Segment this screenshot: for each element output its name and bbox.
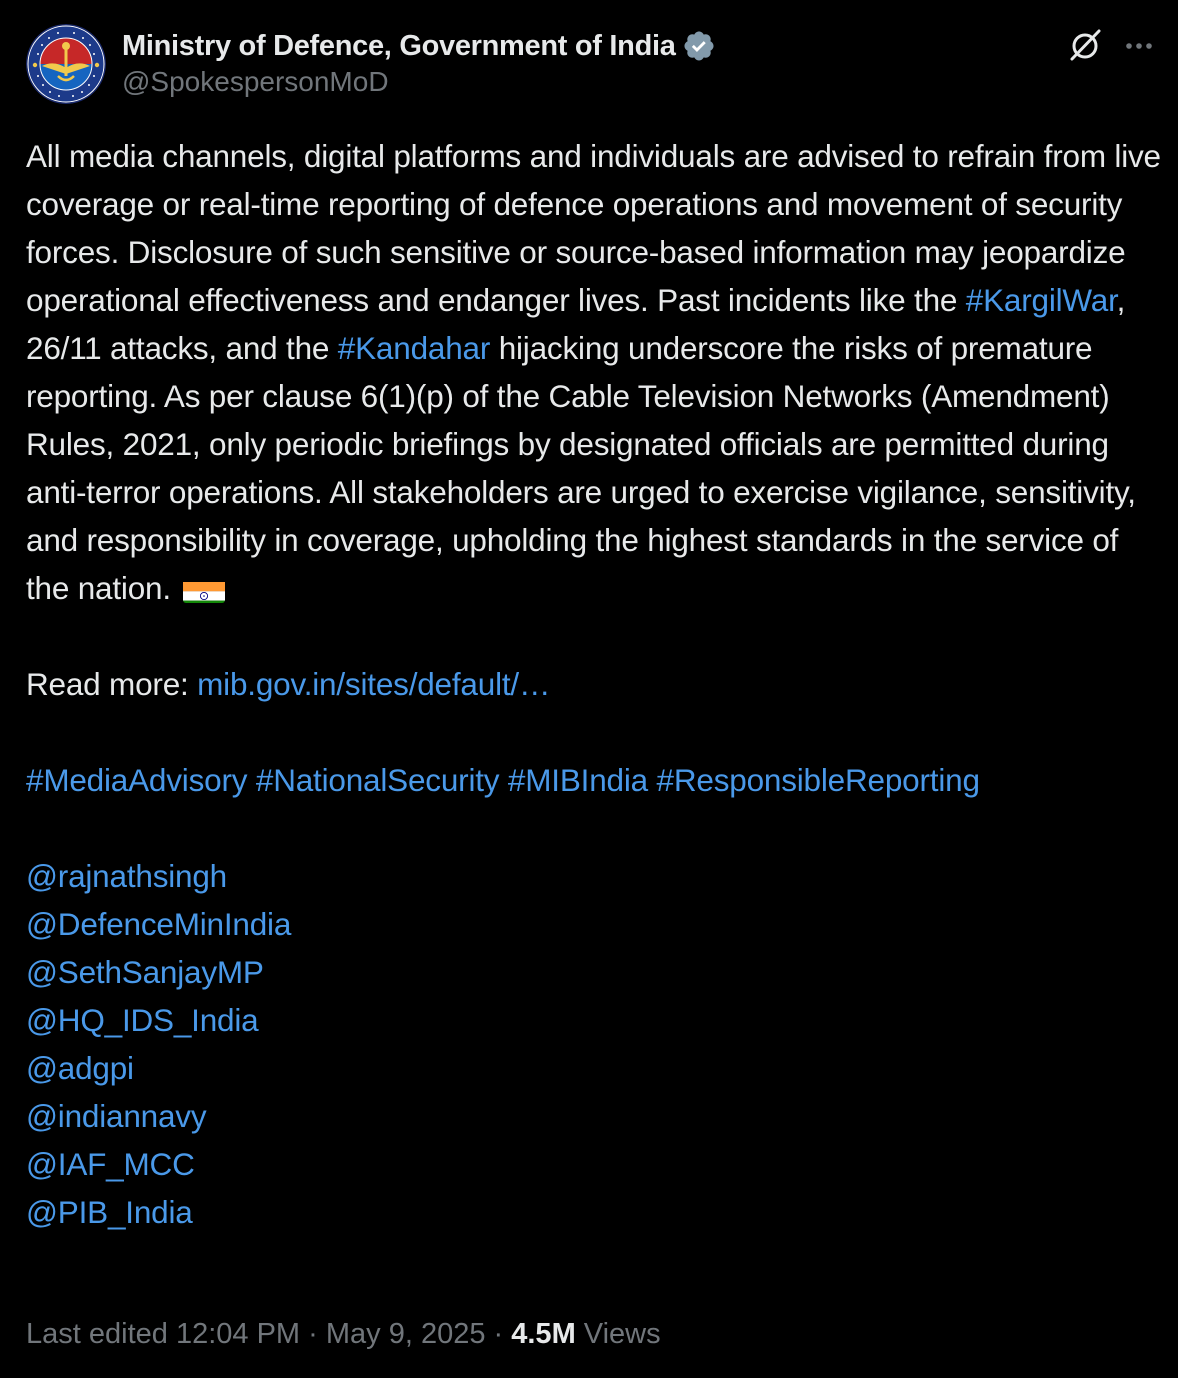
mention-link[interactable]: @PIB_India xyxy=(26,1194,193,1230)
tweet-meta xyxy=(26,1318,661,1351)
hashtag-link[interactable]: #ResponsibleReporting xyxy=(656,762,980,798)
mention-link[interactable]: @SethSanjayMP xyxy=(26,954,264,990)
grok-icon xyxy=(1066,26,1104,64)
views-label: Views xyxy=(575,1318,661,1350)
edited-timestamp[interactable]: Last edited 12:04 PM xyxy=(26,1318,301,1350)
more-button[interactable] xyxy=(1120,26,1158,64)
verified-badge-icon xyxy=(682,29,716,63)
hashtag-kargilwar[interactable]: #KargilWar xyxy=(965,282,1117,318)
hashtag-link[interactable]: #MediaAdvisory xyxy=(26,762,248,798)
mention-link[interactable]: @HQ_IDS_India xyxy=(26,1002,259,1038)
tweet-date[interactable]: May 9, 2025 xyxy=(325,1318,486,1350)
tweet-text xyxy=(26,132,1166,1236)
author-handle[interactable]: @SpokespersonMoD xyxy=(122,66,389,97)
grok-button[interactable] xyxy=(1066,26,1104,64)
text-segment: hijacking underscore the risks of premature reporting. As per clause 6(1)(p) of the Cable Television Networks (Amendment) Rules, 2021, only periodic briefings by designated officials are permitted during anti-terror operations. All stakeholders are urged to exercise vigilance, sensitivity, and responsibility in coverage, upholding the highest standards in the service of the nation. xyxy=(26,330,1136,606)
text-segment: , 26/11 attacks, and the xyxy=(26,282,1126,366)
mention-link[interactable]: @indiannavy xyxy=(26,1098,207,1134)
read-more-line xyxy=(26,660,1166,708)
hashtag-kandahar[interactable]: #Kandahar xyxy=(337,330,491,366)
more-icon xyxy=(1120,26,1158,64)
text-segment: All media channels, digital platforms and individuals are advised to refrain from live coverage or real-time reporting of defence operations and movement of security forces. Disclosure of such sensitive or source-based information may jeopardize operational effectiveness and endanger lives. Past incidents like the xyxy=(26,138,1161,318)
mention-link[interactable]: @IAF_MCC xyxy=(26,1146,195,1182)
tweet-paragraph xyxy=(26,132,1166,612)
india-flag-icon xyxy=(183,575,225,603)
mention-link[interactable]: @rajnathsingh xyxy=(26,858,227,894)
spacer xyxy=(26,804,1166,852)
spacer xyxy=(26,708,1166,756)
spacer xyxy=(26,612,1166,660)
read-more-label: Read more: xyxy=(26,666,198,702)
mention-link[interactable]: @DefenceMinIndia xyxy=(26,906,292,942)
avatar[interactable] xyxy=(26,24,106,104)
mentions-list xyxy=(26,852,1166,1236)
meta-separator: · xyxy=(300,1318,326,1350)
hashtag-link[interactable]: #NationalSecurity xyxy=(255,762,500,798)
views-count: 4.5M xyxy=(511,1318,576,1350)
hashtags-line xyxy=(26,756,1166,804)
avatar-emblem-icon xyxy=(26,24,106,104)
hashtag-link[interactable]: #MIBIndia xyxy=(507,762,648,798)
read-more-link[interactable]: mib.gov.in/sites/default/… xyxy=(197,666,551,702)
mention-link[interactable]: @adgpi xyxy=(26,1050,134,1086)
author-name-row[interactable] xyxy=(122,26,716,66)
meta-separator: · xyxy=(485,1318,512,1350)
author-name[interactable]: Ministry of Defence, Government of India xyxy=(122,29,676,62)
